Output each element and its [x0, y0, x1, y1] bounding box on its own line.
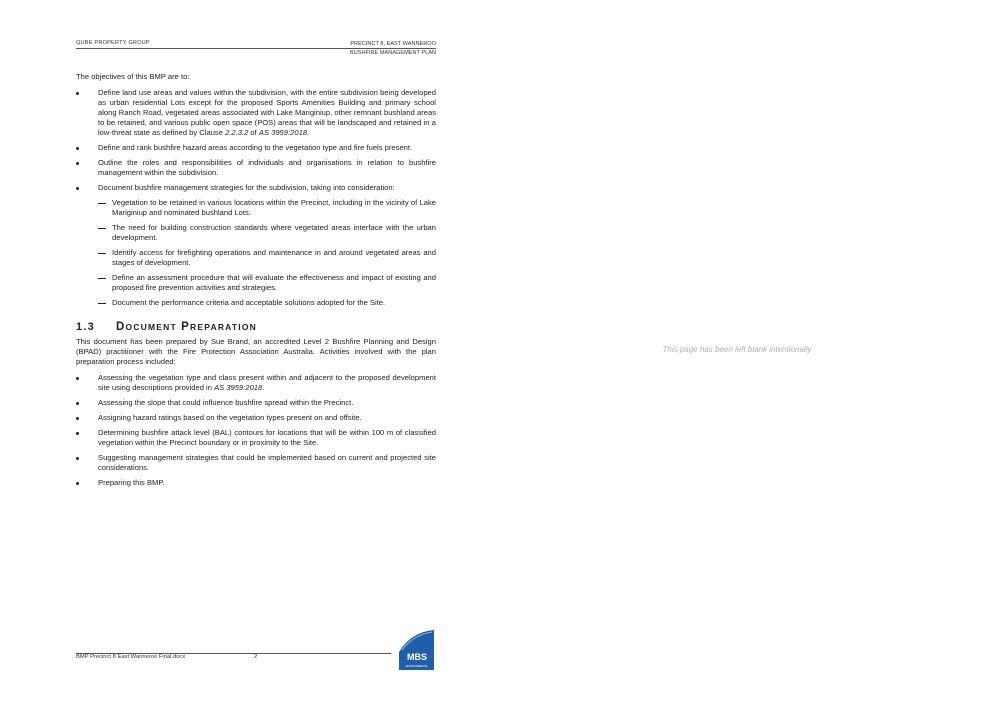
page-body — [76, 72, 436, 493]
objective-text: Define land use areas and values within the subdivision, with the entire subdivision being developed as urban residential Lots except for the proposed Sports Amenities Building and primary school along Ranch Road, vegetated areas associated with Lake Mariginiup, other remnant bushland areas to be retained, and various public open space (POS) areas that will be landscaped and retained in a low-threat state as defined by Clause — [98, 88, 436, 137]
objectives-list — [76, 88, 436, 308]
activity-text: Determining bushfire attack level (BAL) contours for locations that will be within 100 m of classified vegetation within the Precinct boundary or in proximity to the Site. — [98, 428, 436, 447]
page-number: 2 — [254, 654, 258, 660]
bullet-icon — [76, 417, 79, 420]
clause-number: 2.2.3.2 — [225, 128, 249, 137]
clause-of: of — [248, 128, 259, 137]
section-title-rest: REPARATION — [190, 322, 257, 332]
dash-icon — [98, 253, 106, 254]
consideration-text: Define an assessment procedure that will evaluate the effectiveness and impact of existing and proposed fire prevention activities and strategies. — [112, 273, 436, 292]
dash-icon — [98, 203, 106, 204]
activity-text: Preparing this BMP. — [98, 478, 165, 487]
mbs-logo-icon — [399, 630, 434, 670]
bullet-icon — [76, 432, 79, 435]
header-company: QUBE PROPERTY GROUP — [76, 40, 150, 46]
activity-text: Assessing the vegetation type and class present within and adjacent to the proposed development site using descriptions provided in — [98, 373, 436, 392]
section-number: 1.3 — [76, 321, 95, 333]
bullet-icon — [76, 187, 79, 190]
list-item — [98, 298, 436, 308]
section-heading — [76, 322, 436, 332]
logo-text: MBS — [407, 652, 427, 662]
bullet-icon — [76, 92, 79, 95]
bullet-icon — [76, 402, 79, 405]
objective-text: Document bushfire management strategies for the subdivision, taking into consideration: — [98, 183, 395, 192]
footer-filename: BMP Precinct 8 East Wanneroo Final.docx — [76, 654, 186, 660]
list-item — [76, 183, 436, 308]
list-item — [98, 273, 436, 293]
list-item — [76, 413, 436, 423]
objectives-intro: The objectives of this BMP are to: — [76, 72, 190, 81]
consideration-text: Identify access for firefighting operations and maintenance in and around vegetated areas and stages of development. — [112, 248, 436, 267]
bullet-icon — [76, 457, 79, 460]
bullet-icon — [76, 147, 79, 150]
activities-list — [76, 373, 436, 488]
header-document-info — [350, 40, 436, 58]
considerations-list — [98, 198, 436, 308]
header-rule — [76, 48, 436, 49]
activity-text: Suggesting management strategies that could be implemented based on current and projected site considerations. — [98, 453, 436, 472]
list-item — [98, 223, 436, 243]
activity-end: . — [262, 383, 265, 392]
section-title-initial: D — [116, 321, 126, 333]
activity-text: Assessing the slope that could influence bushfire spread within the Precinct. — [98, 398, 354, 407]
standard-reference: AS 3959:2018 — [214, 383, 263, 392]
header-doc-type: BUSHFIRE MANAGEMENT PLAN — [350, 50, 436, 56]
standard-reference: AS 3959:2018 — [258, 128, 308, 137]
consideration-text: Vegetation to be retained in various locations within the Precinct, including in the vicinity of Lake Mariginiup and nominated bushland Lots. — [112, 198, 436, 217]
left-page — [0, 0, 496, 702]
list-item — [76, 428, 436, 448]
list-item — [76, 88, 436, 138]
bullet-icon — [76, 482, 79, 485]
list-item — [76, 398, 436, 408]
list-item — [98, 248, 436, 268]
logo-subtext: ENVIRONMENTAL — [405, 665, 429, 668]
dash-icon — [98, 278, 106, 279]
section-title-initial: P — [181, 321, 191, 333]
bullet-icon — [76, 162, 79, 165]
blank-page-note: This page has been left blank intentionally — [662, 345, 812, 354]
activity-text: Assigning hazard ratings based on the vegetation types present on and offsite. — [98, 413, 362, 422]
header-precinct: PRECINCT 8, EAST WANNEROO — [350, 41, 436, 47]
list-item — [76, 478, 436, 488]
consideration-text: Document the performance criteria and acceptable solutions adopted for the Site. — [112, 298, 386, 307]
preparation-intro: This document has been prepared by Sue Brand, an accredited Level 2 Bushfire Planning and Design (BPAD) practitioner with the Fire Protection Association Australia. Activities involved with the plan preparation process included: — [76, 337, 436, 366]
list-item — [76, 143, 436, 153]
list-item — [76, 158, 436, 178]
list-item — [76, 453, 436, 473]
section-title-rest: OCUMENT — [125, 322, 177, 332]
consideration-text: The need for building construction standards where vegetated areas interface with the urban development. — [112, 223, 436, 242]
clause-end: . — [307, 128, 310, 137]
list-item — [98, 198, 436, 218]
dash-icon — [98, 303, 106, 304]
list-item — [76, 373, 436, 393]
objective-text: Define and rank bushfire hazard areas according to the vegetation type and fire fuels present. — [98, 143, 413, 152]
dash-icon — [98, 228, 106, 229]
bullet-icon — [76, 377, 79, 380]
objective-text: Outline the roles and responsibilities of individuals and organisations in relation to bushfire management within the subdivision. — [98, 158, 436, 177]
right-page — [497, 0, 993, 702]
